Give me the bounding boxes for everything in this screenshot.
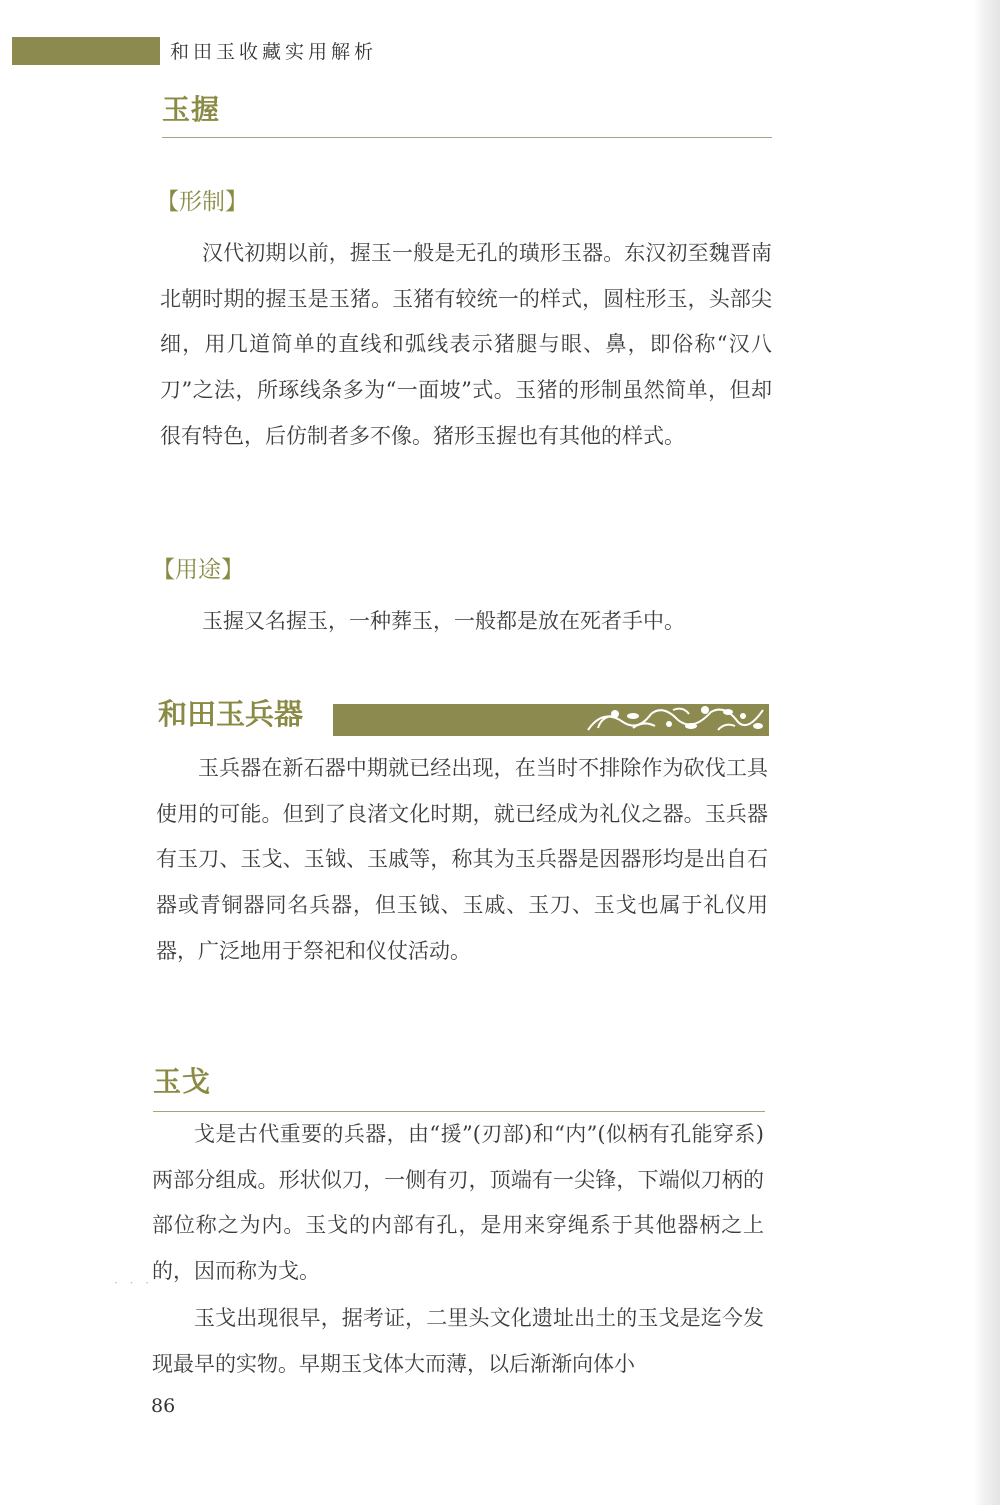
scan-speckle: · · ·	[114, 1276, 154, 1290]
paragraph-form: 汉代初期以前，握玉一般是无孔的璜形玉器。东汉初至魏晋南北朝时期的握玉是玉猪。玉猪有较统一的样式，圆柱形玉，头部尖细，用几道简单的直线和弧线表示猪腿与眼、鼻，即俗称“汉八刀”之法，所琢线条多为“一面坡”式。玉猪的形制虽然简单，但却很有特色，后仿制者多不像。猪形玉握也有其他的样式。	[160, 241, 772, 448]
section-title-weapons: 和田玉兵器	[158, 697, 304, 731]
page-number: 86	[151, 1395, 176, 1417]
subheading-usage: 【用途】	[152, 557, 244, 583]
section-rule	[162, 137, 772, 138]
floral-banner	[333, 700, 769, 738]
section-title-yuge: 玉戈	[153, 1065, 212, 1098]
paragraph-yuge-1: 戈是古代重要的兵器，由“援”(刃部)和“内”(似柄有孔能穿系)两部分组成。形状似刀，一侧有刃，顶端有一尖锋，下端似刀柄的部位称之为内。玉戈的内部有孔，是用来穿绳系于其他器柄之上的，因而称为戈。	[152, 1122, 764, 1284]
paragraph-weapons: 玉兵器在新石器中期就已经出现，在当时不排除作为砍伐工具使用的可能。但到了良渚文化时期，就已经成为礼仪之器。玉兵器有玉刀、玉戈、玉钺、玉戚等，称其为玉兵器是因器形均是出自石器或青铜器同名兵器，但玉钺、玉戚、玉刀、玉戈也属于礼仪用器，广泛地用于祭祀和仪仗活动。	[156, 756, 768, 963]
section-title-yuwo: 玉握	[162, 93, 221, 126]
paragraph-yuge-2: 玉戈出现很早，据考证，二里头文化遗址出土的玉戈是迄今发现最早的实物。早期玉戈体大而薄，以后渐渐向体小	[152, 1306, 764, 1376]
running-header-title: 和田玉收藏实用解析	[170, 41, 378, 63]
subheading-form: 【形制】	[156, 189, 248, 215]
header-color-bar	[12, 37, 160, 65]
paragraph-usage: 玉握又名握玉，一种葬玉，一般都是放在死者手中。	[202, 609, 685, 633]
